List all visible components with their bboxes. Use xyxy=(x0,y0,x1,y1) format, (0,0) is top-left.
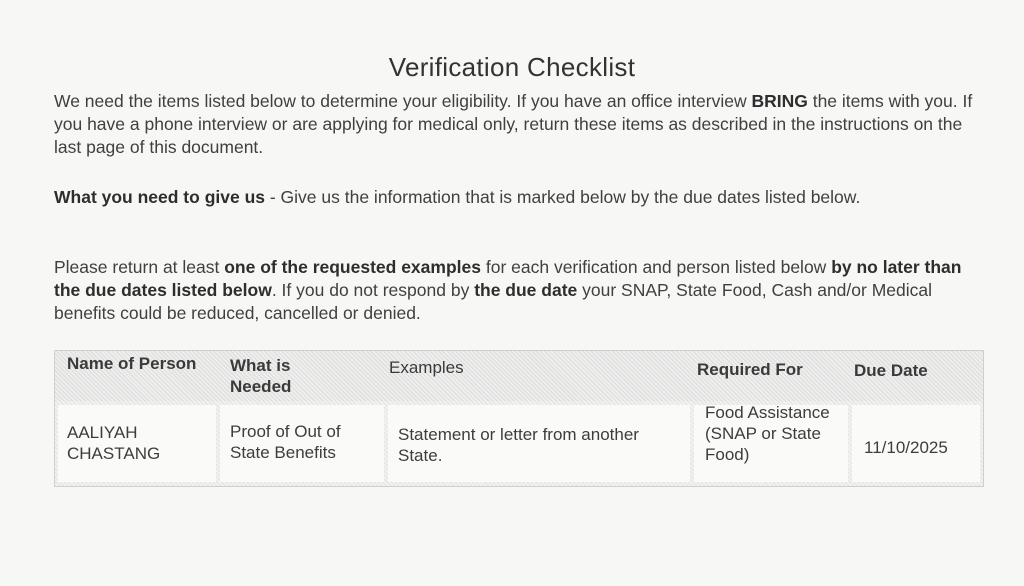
intro-text-1: We need the items listed below to determine your eligibility. If you have an office interview xyxy=(54,91,752,111)
intro-text-2: the items with you. If you have a phone interview or are applying for medical only, return these items as described in the instructions on the last page of this document. xyxy=(54,91,973,157)
need-text: - Give us the information that is marked below by the due dates listed below. xyxy=(265,187,861,207)
header-what-is-needed: What is Needed xyxy=(230,356,292,396)
header-due-date: Due Date xyxy=(854,361,928,380)
intro-bring: BRING xyxy=(751,91,808,111)
cell-person-name: AALIYAH CHASTANG xyxy=(67,423,161,463)
return-bold-2: by no later than the due dates listed below xyxy=(54,257,962,300)
need-heading: What you need to give us xyxy=(54,187,265,207)
return-bold-3: the due date xyxy=(474,280,578,300)
return-text-3: . If you do not respond by xyxy=(271,280,475,300)
return-paragraph xyxy=(54,256,974,325)
return-text-2: for each verification and person listed below xyxy=(480,257,832,277)
return-text-4: your SNAP, State Food, Cash and/or Medical benefits could be reduced, cancelled or denied. xyxy=(54,280,932,323)
cell-examples: Statement or letter from another State. xyxy=(398,425,639,465)
cell-due-date: 11/10/2025 xyxy=(864,438,948,457)
page-title: Verification Checklist xyxy=(388,52,636,82)
need-paragraph xyxy=(54,186,974,209)
intro-paragraph xyxy=(54,90,974,159)
table-header-row xyxy=(55,351,983,401)
table-row xyxy=(55,401,983,486)
header-examples: Examples xyxy=(389,358,464,377)
header-name-of-person: Name of Person xyxy=(67,354,197,373)
header-required-for: Required For xyxy=(697,360,803,379)
verification-table xyxy=(54,350,984,487)
return-text-1: Please return at least xyxy=(54,257,225,277)
cell-what-needed: Proof of Out of State Benefits xyxy=(230,422,341,462)
return-bold-1: one of the requested examples xyxy=(224,257,481,277)
cell-required-for: Food Assistance (SNAP or State Food) xyxy=(705,403,830,464)
